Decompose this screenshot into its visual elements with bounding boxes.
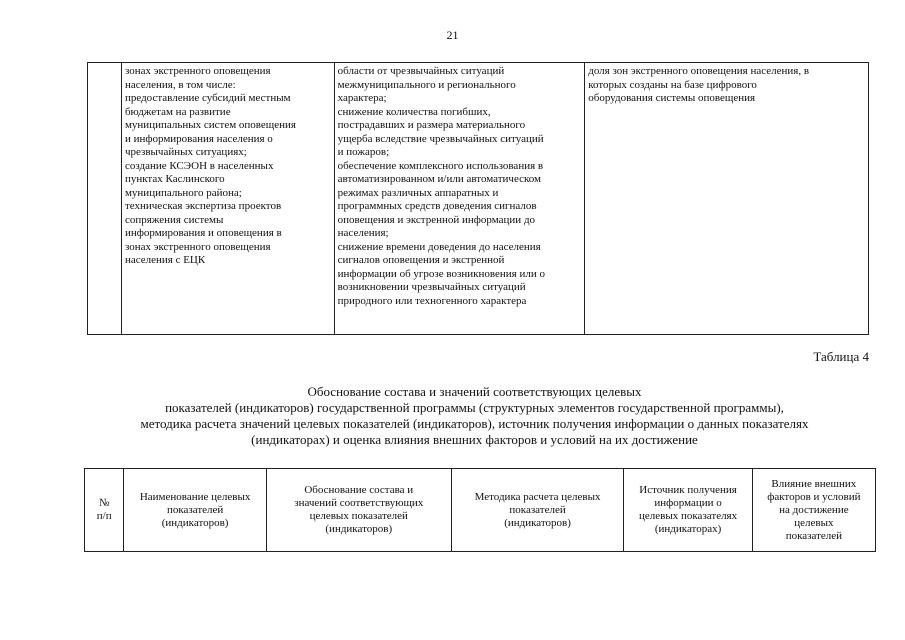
text-line: природного или техногенного характера [337,294,527,307]
text-line: муниципальных систем оповещения [124,119,296,131]
text-line: снижение времени доведения до населения [337,240,541,253]
text-line: характера; [337,92,387,104]
row-number-cell [88,63,122,335]
text-line: чрезвычайных ситуациях; [124,146,247,158]
text-line: информирования и оповещения в [124,227,282,239]
header-line: (индикаторах) [654,523,722,535]
text-line: снижение количества погибших, [337,105,491,118]
header-line: целевых показателей [309,510,408,522]
header-line: № [98,497,110,509]
text-line: области от чрезвычайных ситуаций [337,65,505,77]
header-justification [266,469,451,552]
text-line: оборудования системы оповещения [588,92,756,104]
header-line: на достижение [779,503,849,516]
text-line: населения с ЕЦК [124,254,206,266]
activities-cell [121,63,334,335]
header-line: п/п [96,510,112,522]
table-row [88,63,869,335]
expected-results-cell [334,63,585,335]
header-line: целевых [794,516,834,529]
header-line: Источник получения [639,484,737,496]
text-line: населения, в том числе: [124,78,236,91]
header-line: Наименование целевых [139,490,251,503]
header-line: (индикаторов) [161,516,229,529]
text-line: бюджетам на развитие [124,105,231,118]
text-line: пострадавших и размера материального [337,119,526,131]
header-line: показателей [785,529,843,542]
text-line: сопряжения системы [124,213,224,226]
header-line: показателей [166,503,224,516]
text-line: автоматизированном и/или автоматическом [337,173,542,185]
header-row [85,469,876,552]
header-indicator-name [124,469,266,552]
text-line: ущерба вследствие чрезвычайных ситуаций [337,132,544,145]
text-line: информации об угрозе возникновения или о [337,267,545,280]
header-line: (индикаторов) [325,523,393,535]
text-line: создание КСЭОН в населенных [124,159,274,172]
header-line: значений соответствующих [294,497,424,509]
text-line: доля зон экстренного оповещения населения, в [588,65,810,77]
text-line: сигналов оповещения и экстренной [337,254,505,266]
header-line: Обоснование состава и [304,484,414,496]
page-number: 21 [446,28,459,42]
title-line: (индикаторах) и оценка влияния внешних факторов и условий на их достижение [251,432,698,447]
text-line: пунктах Каслинского [124,173,225,185]
text-line: населения; [337,227,389,239]
indicators-cell [585,63,869,335]
header-external-factors [752,469,875,552]
text-line: программных средств доведения сигналов [337,200,537,212]
header-line: информации о [654,497,722,509]
text-line: обеспечение комплексного использования в [337,159,544,172]
text-line: и пожаров; [337,146,390,158]
text-line: зонах экстренного оповещения [124,65,271,77]
title-line: Обоснование состава и значений соответствующих целевых [307,384,642,399]
table-title [72,384,877,448]
text-line: режимах различных аппаратных и [337,186,499,199]
title-line: показателей (индикаторов) государственной программы (структурных элементов государственной программы), [165,400,784,415]
indicators-header-table [84,468,876,552]
header-line: Методика расчета целевых [474,490,601,503]
text-line: оповещения и экстренной информации до [337,213,536,226]
text-line: межмуниципального и регионального [337,78,516,91]
text-line: техническая экспертиза проектов [124,200,282,212]
header-number [85,469,124,552]
header-line: показателей [509,503,566,516]
header-line: (индикаторов) [504,516,571,529]
table-caption: Таблица 4 [813,349,869,364]
header-line: факторов и условий [767,490,861,503]
header-line: целевых показателях [639,510,738,522]
text-line: и информирования населения о [124,132,273,145]
text-line: которых созданы на базе цифрового [588,78,757,91]
text-line: зонах экстренного оповещения [124,240,271,253]
header-source [624,469,752,552]
text-line: предоставление субсидий местным [124,92,291,104]
header-methodology [451,469,624,552]
continuation-table [87,62,869,335]
header-line: Влияние внешних [771,477,857,490]
text-line: муниципального района; [124,186,242,199]
title-line: методика расчета значений целевых показателей (индикаторов), источник получения информации о данных показателях [140,416,809,431]
text-line: возникновении чрезвычайных ситуаций [337,281,526,293]
